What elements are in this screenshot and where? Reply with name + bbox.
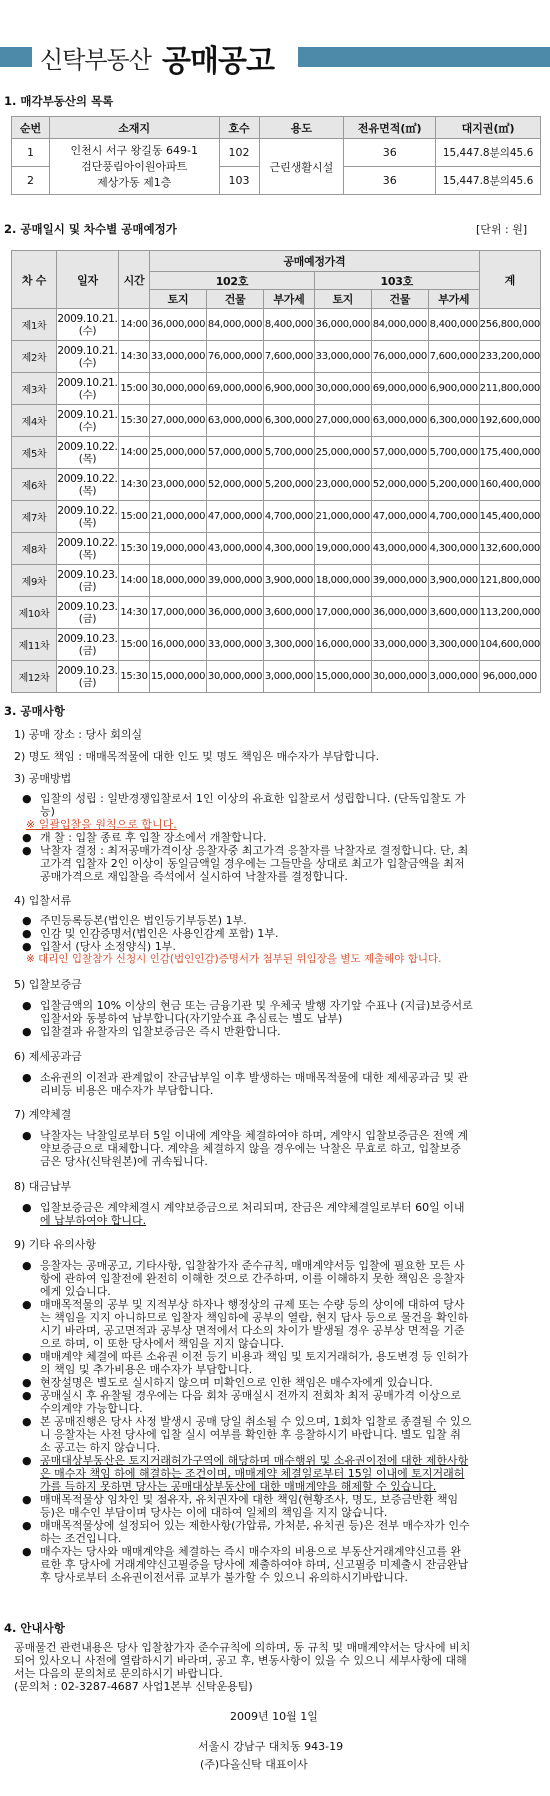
schedule-row — [12, 309, 541, 341]
cell-bldg-103: 63,000,000 — [371, 405, 428, 437]
cell-bldg-103: 33,000,000 — [371, 629, 428, 661]
cell-vat-102: 3,900,000 — [264, 565, 315, 597]
s9-line: 가를 득하지 못하면 당사는 공매대상부동산에 대한 매매계약을 해제할 수 있습니다. — [40, 1480, 437, 1493]
cell-round: 제2차 — [12, 341, 57, 373]
bullet: ● — [22, 940, 32, 953]
cell-date — [57, 565, 119, 597]
bullet: ● — [22, 914, 32, 927]
s5-title: 5) 입찰보증금 — [14, 978, 82, 991]
cell-round: 제10차 — [12, 597, 57, 629]
col-price: 공매예정가격 — [150, 251, 480, 272]
cell-time: 15:30 — [119, 661, 150, 693]
cell-vat-103: 8,400,000 — [428, 309, 479, 341]
col-vat-102: 부가세 — [264, 290, 315, 309]
cell-total: 256,800,000 — [479, 309, 540, 341]
schedule-row — [12, 629, 541, 661]
s6-a2: 리비등 비용은 매수자가 부담합니다. — [40, 1084, 214, 1097]
cell-land-103: 30,000,000 — [314, 373, 371, 405]
s4-c: 입찰서 (당사 소정양식) 1부. — [40, 940, 176, 953]
bullet: ● — [22, 1350, 32, 1363]
cell-date — [57, 405, 119, 437]
date-text: 2009.10.21. — [57, 312, 118, 325]
cell-vat-103: 3,000,000 — [428, 661, 479, 693]
cell-vat-103: 5,200,000 — [428, 469, 479, 501]
s3-place: 1) 공매 장소 : 당사 회의실 — [14, 728, 143, 741]
cell-land-103: 25,000,000 — [314, 437, 371, 469]
cell-vat-103: 4,300,000 — [428, 533, 479, 565]
cell-time: 14:30 — [119, 469, 150, 501]
bullet: ● — [22, 792, 32, 805]
cell-time: 15:30 — [119, 405, 150, 437]
addr-cell — [49, 139, 219, 195]
section2-title: 2. 공매일시 및 차수별 공매예정가 — [4, 222, 177, 236]
col-date: 일자 — [57, 251, 119, 309]
date-text: 2009.10.22. — [57, 472, 118, 485]
s9-title: 9) 기타 유의사항 — [14, 1238, 97, 1251]
cell-bldg-102: 33,000,000 — [207, 629, 264, 661]
unit-label: [단위 : 원] — [476, 223, 528, 236]
cell-land-103: 33,000,000 — [314, 341, 371, 373]
footer-company: (주)다올신탁 대표이사 — [200, 1758, 308, 1771]
s9-line: 후 당사로부터 소유권이전서류 교부가 불가할 수 있으니 유의하시기바랍니다. — [40, 1571, 409, 1584]
cell-time: 14:30 — [119, 597, 150, 629]
bullet: ● — [22, 1201, 32, 1214]
s3-handover: 2) 명도 책임 : 매매목적물에 대한 인도 및 명도 책임은 매수자가 부담합니다. — [14, 750, 380, 763]
cell-bldg-102: 43,000,000 — [207, 533, 264, 565]
cell-bldg-103: 69,000,000 — [371, 373, 428, 405]
schedule-row — [12, 405, 541, 437]
cell-date — [57, 469, 119, 501]
cell-bldg-103: 76,000,000 — [371, 341, 428, 373]
cell-date — [57, 597, 119, 629]
row1-no: 1 — [12, 139, 50, 167]
s9-line: 공매실시 후 유찰될 경우에는 다음 회차 공매실시 전까지 전회차 최저 공매가격 이상으로 — [40, 1389, 461, 1402]
col-no: 순번 — [12, 117, 50, 139]
cell-vat-102: 7,600,000 — [264, 341, 315, 373]
schedule-row — [12, 565, 541, 597]
s4-red-note: ※ 대리인 입찰참가 신청시 인감(법인인감)증명서가 첨부된 위임장을 별도 제출해야 합니다. — [26, 953, 442, 965]
cell-vat-103: 7,600,000 — [428, 341, 479, 373]
cell-total: 113,200,000 — [479, 597, 540, 629]
col-102: 102호 — [150, 271, 315, 290]
bullet: ● — [22, 1493, 32, 1506]
s9-line: 응찰자는 공매공고, 기타사항, 입찰참가자 준수규칙, 매매계약서등 입찰에 필요한 모든 사 — [40, 1259, 465, 1272]
s9-line: 매매계약 체결에 따른 소유권 이전 등기 비용과 책임 및 토지거래허가, 용도변경 등 인허가 — [40, 1350, 468, 1363]
addr-line1: 인천시 서구 왕길동 649-1 — [70, 143, 198, 157]
cell-land-103: 21,000,000 — [314, 501, 371, 533]
cell-land-102: 30,000,000 — [150, 373, 207, 405]
cell-time: 15:00 — [119, 373, 150, 405]
col-bldg-103: 건물 — [371, 290, 428, 309]
date-text: 2009.10.21. — [57, 408, 118, 421]
cell-total: 211,800,000 — [479, 373, 540, 405]
col-land: 대지권(㎡) — [436, 117, 541, 139]
cell-vat-103: 3,600,000 — [428, 597, 479, 629]
date-text: 2009.10.21. — [57, 344, 118, 357]
cell-bldg-103: 47,000,000 — [371, 501, 428, 533]
s9-line: 의 책임 및 추가비용은 매수자가 부담합니다. — [40, 1363, 253, 1376]
col-addr: 소재지 — [49, 117, 219, 139]
s3-c3: 공매가격으로 재입찰을 즉석에서 실시하여 낙찰자를 결정합니다. — [40, 870, 348, 883]
banner-bar-left — [0, 47, 32, 67]
footer-date: 2009년 10월 1일 — [230, 1710, 318, 1723]
col-unit: 호수 — [219, 117, 259, 139]
s9-line: 하는 조건입니다. — [40, 1532, 122, 1545]
cell-round: 제3차 — [12, 373, 57, 405]
row2-area: 36 — [344, 167, 436, 195]
cell-bldg-103: 52,000,000 — [371, 469, 428, 501]
cell-date — [57, 501, 119, 533]
cell-land-102: 15,000,000 — [150, 661, 207, 693]
cell-time: 14:00 — [119, 565, 150, 597]
cell-bldg-102: 52,000,000 — [207, 469, 264, 501]
col-land-102: 토지 — [150, 290, 207, 309]
cell-round: 제9차 — [12, 565, 57, 597]
s4-l1: 공매물건 관련내용은 당사 입찰참가자 준수규칙에 의하며, 동 규칙 및 매매계약서는 당사에 비치 — [14, 1641, 471, 1654]
cell-land-103: 27,000,000 — [314, 405, 371, 437]
date-text: 2009.10.21. — [57, 376, 118, 389]
cell-time: 15:00 — [119, 629, 150, 661]
cell-vat-102: 4,300,000 — [264, 533, 315, 565]
bullet: ● — [22, 831, 32, 844]
cell-total: 192,600,000 — [479, 405, 540, 437]
s9-line: 소 공고는 하지 않습니다. — [40, 1441, 161, 1454]
cell-vat-103: 3,300,000 — [428, 629, 479, 661]
cell-round: 제4차 — [12, 405, 57, 437]
cell-time: 15:00 — [119, 501, 150, 533]
cell-vat-102: 3,000,000 — [264, 661, 315, 693]
row2-no: 2 — [12, 167, 50, 195]
cell-total: 104,600,000 — [479, 629, 540, 661]
s4-l2: 되어 있사오니 사전에 열람하시기 바라며, 공고 후, 변동사항이 있을 수 있으니 세부사항에 대해 — [14, 1654, 467, 1667]
s9-line: 니 응찰자는 사전 당사에 입찰 실시 여부를 확인한 후 응찰하시기 바랍니다. 별도 입찰 취 — [40, 1428, 461, 1441]
cell-bldg-103: 30,000,000 — [371, 661, 428, 693]
cell-round: 제8차 — [12, 533, 57, 565]
section4-title: 4. 안내사항 — [4, 1621, 65, 1635]
cell-total: 132,600,000 — [479, 533, 540, 565]
cell-bldg-103: 36,000,000 — [371, 597, 428, 629]
schedule-row — [12, 437, 541, 469]
cell-round: 제1차 — [12, 309, 57, 341]
s9-line: 료한 후 당사에 거래계약신고필증을 당사에 제출하여야 하며, 신고필증 미제출시 잔금완납 — [40, 1558, 469, 1571]
bullet: ● — [22, 1519, 32, 1532]
schedule-row — [12, 533, 541, 565]
date-text: 2009.10.23. — [57, 664, 118, 677]
property-list-table — [11, 116, 541, 195]
weekday-text: (목) — [78, 548, 97, 561]
bullet: ● — [22, 1545, 32, 1558]
cell-land-102: 36,000,000 — [150, 309, 207, 341]
cell-land-103: 19,000,000 — [314, 533, 371, 565]
bullet: ● — [22, 1071, 32, 1084]
date-text: 2009.10.23. — [57, 568, 118, 581]
s3-c2: 고가격 입찰자 2인 이상이 동일금액일 경우에는 그들만을 상대로 최고가 입찰금액을 최저 — [40, 857, 465, 870]
cell-bldg-102: 47,000,000 — [207, 501, 264, 533]
row1-area: 36 — [344, 139, 436, 167]
s3-b: 개 찰 : 입찰 종료 후 입찰 장소에서 개찰합니다. — [40, 831, 267, 844]
cell-date — [57, 661, 119, 693]
s9-line: 으로 하며, 이 또한 당사에서 책임을 지지 않습니다. — [40, 1337, 284, 1350]
cell-bldg-102: 63,000,000 — [207, 405, 264, 437]
s9-line: 매매목적물상 임차인 및 점유자, 유치권자에 대한 책임(현황조사, 명도, 보증금반환 책임 — [40, 1493, 459, 1506]
cell-land-102: 16,000,000 — [150, 629, 207, 661]
s8-title: 8) 대금납부 — [14, 1180, 72, 1193]
weekday-text: (목) — [78, 452, 97, 465]
cell-bldg-102: 76,000,000 — [207, 341, 264, 373]
cell-total: 175,400,000 — [479, 437, 540, 469]
cell-total: 145,400,000 — [479, 501, 540, 533]
date-text: 2009.10.22. — [57, 536, 118, 549]
banner-bar-right — [298, 47, 550, 67]
cell-round: 제11차 — [12, 629, 57, 661]
cell-total: 96,000,000 — [479, 661, 540, 693]
bullet: ● — [22, 844, 32, 857]
schedule-row — [12, 373, 541, 405]
s4-l3: 서는 다음의 문의처로 문의하시기 바랍니다. — [14, 1667, 223, 1680]
s8-a1: 입찰보증금은 계약체결시 계약보증금으로 처리되며, 잔금은 계약체결일로부터 60일 이내 — [40, 1201, 465, 1214]
schedule-row — [12, 341, 541, 373]
weekday-text: (수) — [78, 420, 97, 433]
cell-land-102: 17,000,000 — [150, 597, 207, 629]
s6-a1: 소유권의 이전과 관계없이 잔금납부일 이후 발생하는 매매목적물에 대한 제세공과금 및 관 — [40, 1071, 469, 1084]
cell-round: 제7차 — [12, 501, 57, 533]
cell-land-103: 17,000,000 — [314, 597, 371, 629]
cell-land-102: 21,000,000 — [150, 501, 207, 533]
cell-land-102: 23,000,000 — [150, 469, 207, 501]
s4-b: 인감 및 인감증명서(법인은 사용인감계 포함) 1부. — [40, 927, 279, 940]
title-light: 신탁부동산 — [40, 46, 151, 74]
cell-date — [57, 309, 119, 341]
schedule-body — [12, 309, 541, 693]
s4-title: 4) 입찰서류 — [14, 894, 72, 907]
s9-line: 은 매수자 책임 하에 해결하는 조건이며, 매매계약 체결일로부터 15일 이내에 토지거래허 — [40, 1467, 465, 1480]
s9-line: 공매대상부동산은 토지거래허가구역에 해당하며 매수행위 및 소유권이전에 대한 제한사항 — [40, 1454, 469, 1467]
weekday-text: (금) — [78, 676, 97, 689]
s7-a2: 약보증금으로 대체합니다. 계약을 체결하지 않을 경우에는 낙찰은 무효로 하고, 입찰보증 — [40, 1142, 461, 1155]
bullet: ● — [22, 927, 32, 940]
cell-total: 121,800,000 — [479, 565, 540, 597]
schedule-row — [12, 597, 541, 629]
s9-line: 에게 있습니다. — [40, 1285, 111, 1298]
cell-time: 15:30 — [119, 533, 150, 565]
cell-land-102: 25,000,000 — [150, 437, 207, 469]
s8-a2: 에 납부하여야 합니다. — [40, 1214, 147, 1227]
weekday-text: (수) — [78, 324, 97, 337]
section3-title: 3. 공매사항 — [4, 704, 65, 718]
bullet: ● — [22, 1389, 32, 1402]
cell-total: 160,400,000 — [479, 469, 540, 501]
col-total: 계 — [479, 251, 540, 309]
bullet: ● — [22, 1376, 32, 1389]
col-time: 시간 — [119, 251, 150, 309]
schedule-row — [12, 661, 541, 693]
addr-line2: 검단풍림아이원아파트 — [81, 159, 188, 173]
s9-line: 매수자는 당사와 매매계약을 체결하는 즉시 매수자의 비용으로 부동산거래계약신고를 완 — [40, 1545, 462, 1558]
cell-date — [57, 373, 119, 405]
cell-round: 제12차 — [12, 661, 57, 693]
cell-land-103: 18,000,000 — [314, 565, 371, 597]
cell-vat-103: 6,900,000 — [428, 373, 479, 405]
weekday-text: (금) — [78, 612, 97, 625]
use-cell: 근린생활시설 — [259, 139, 344, 195]
col-land-103: 토지 — [314, 290, 371, 309]
cell-bldg-102: 84,000,000 — [207, 309, 264, 341]
s3-red-note: ※ 일괄입찰을 원칙으로 합니다. — [26, 818, 177, 831]
cell-vat-102: 6,300,000 — [264, 405, 315, 437]
date-text: 2009.10.23. — [57, 600, 118, 613]
title-bold: 공매공고 — [162, 44, 274, 79]
s9-line: 는 책임을 지지 아니하므로 입찰자 책임하에 공부의 열람, 현지 답사 등으로 물건을 확인하 — [40, 1311, 468, 1324]
s3-method: 3) 공매방법 — [14, 772, 72, 785]
row1-land: 15,447.8분의45.6 — [436, 139, 541, 167]
s7-a3: 금은 당사(신탁원본)에 귀속됩니다. — [40, 1155, 208, 1168]
cell-date — [57, 437, 119, 469]
cell-land-103: 16,000,000 — [314, 629, 371, 661]
cell-bldg-102: 57,000,000 — [207, 437, 264, 469]
cell-vat-102: 6,900,000 — [264, 373, 315, 405]
cell-land-102: 27,000,000 — [150, 405, 207, 437]
cell-date — [57, 341, 119, 373]
cell-bldg-102: 36,000,000 — [207, 597, 264, 629]
addr-line3: 제상가동 제1층 — [97, 175, 172, 189]
weekday-text: (금) — [78, 644, 97, 657]
cell-time: 14:30 — [119, 341, 150, 373]
s9-line: 항에 관하여 입찰전에 완전히 이해한 것으로 간주하며, 이를 이해하지 못한 책임은 응찰자 — [40, 1272, 465, 1285]
cell-round: 제6차 — [12, 469, 57, 501]
s7-a1: 낙찰자는 낙찰일로부터 5일 이내에 계약을 체결하여야 하며, 계약시 입찰보증금은 전액 계 — [40, 1129, 468, 1142]
col-vat-103: 부가세 — [428, 290, 479, 309]
bullet: ● — [22, 999, 32, 1012]
cell-bldg-102: 30,000,000 — [207, 661, 264, 693]
col-use: 용도 — [259, 117, 344, 139]
cell-bldg-102: 69,000,000 — [207, 373, 264, 405]
cell-time: 14:00 — [119, 309, 150, 341]
s9-line: 매매목적물상에 설정되어 있는 제한사항(가압류, 가처분, 유치권 등)은 전부 매수자가 인수 — [40, 1519, 470, 1532]
s9-line: 현장설명은 별도로 실시하지 않으며 미확인으로 인한 책임은 매수자에게 있습니다. — [40, 1376, 433, 1389]
bullet: ● — [22, 1025, 32, 1038]
cell-vat-103: 5,700,000 — [428, 437, 479, 469]
section1-title: 1. 매각부동산의 목록 — [4, 94, 114, 108]
bullet: ● — [22, 1298, 32, 1311]
s4-l4: (문의처 : 02-3287-4687 사업1본부 신탁운용팀) — [14, 1680, 253, 1693]
date-text: 2009.10.23. — [57, 632, 118, 645]
s3-a1: 입찰의 성립 : 일반경쟁입찰로서 1인 이상의 유효한 입찰로서 성립합니다. (단독입찰도 가 — [40, 792, 466, 805]
cell-date — [57, 629, 119, 661]
bullet: ● — [22, 1129, 32, 1142]
s5-a2: 입찰서와 동봉하여 납부합니다(자기앞수표 추심료는 별도 납부) — [40, 1012, 343, 1025]
weekday-text: (목) — [78, 484, 97, 497]
footer-addr: 서울시 강남구 대치동 943-19 — [198, 1740, 344, 1753]
s9-line: 본 공매진행은 당사 사정 발생시 공매 당일 취소될 수 있으며, 1회차 입찰로 종결될 수 있으 — [40, 1415, 472, 1428]
s3-a2: 능) — [40, 805, 55, 818]
cell-date — [57, 533, 119, 565]
schedule-row — [12, 469, 541, 501]
schedule-row — [12, 501, 541, 533]
weekday-text: (수) — [78, 356, 97, 369]
row2-unit: 103 — [219, 167, 259, 195]
col-103: 103호 — [314, 271, 479, 290]
s5-a1: 입찰금액의 10% 이상의 현금 또는 금융기관 및 우체국 발행 자기앞 수표나 (지급)보증서로 — [40, 999, 473, 1012]
cell-land-102: 18,000,000 — [150, 565, 207, 597]
cell-total: 233,200,000 — [479, 341, 540, 373]
weekday-text: (목) — [78, 516, 97, 529]
cell-land-102: 33,000,000 — [150, 341, 207, 373]
cell-vat-102: 4,700,000 — [264, 501, 315, 533]
cell-land-103: 23,000,000 — [314, 469, 371, 501]
s4-a: 주민등록등본(법인은 법인등기부등본) 1부. — [40, 914, 247, 927]
date-text: 2009.10.22. — [57, 504, 118, 517]
col-round: 차 수 — [12, 251, 57, 309]
cell-time: 14:00 — [119, 437, 150, 469]
s9-line: 수의계약 가능합니다. — [40, 1402, 143, 1415]
schedule-table — [11, 250, 541, 693]
cell-bldg-103: 43,000,000 — [371, 533, 428, 565]
bullet: ● — [22, 1454, 32, 1467]
cell-round: 제5차 — [12, 437, 57, 469]
cell-bldg-103: 57,000,000 — [371, 437, 428, 469]
s7-title: 7) 계약체결 — [14, 1108, 72, 1121]
cell-vat-103: 3,900,000 — [428, 565, 479, 597]
cell-vat-102: 5,200,000 — [264, 469, 315, 501]
bullet: ● — [22, 1415, 32, 1428]
cell-vat-103: 4,700,000 — [428, 501, 479, 533]
cell-bldg-103: 84,000,000 — [371, 309, 428, 341]
s6-title: 6) 제세공과금 — [14, 1050, 82, 1063]
weekday-text: (금) — [78, 580, 97, 593]
cell-vat-102: 8,400,000 — [264, 309, 315, 341]
s9-line: 등)은 매수인 부담이며 당사는 이에 대하여 일체의 책임을 지지 않습니다. — [40, 1506, 388, 1519]
bullet: ● — [22, 1259, 32, 1272]
s9-line: 매매목적물의 공부 및 지적부상 하자나 행정상의 규제 또는 수량 등의 상이에 대하여 당사 — [40, 1298, 465, 1311]
row2-land: 15,447.8분의45.6 — [436, 167, 541, 195]
col-area: 전유면적(㎡) — [344, 117, 436, 139]
cell-bldg-103: 39,000,000 — [371, 565, 428, 597]
cell-land-102: 19,000,000 — [150, 533, 207, 565]
col-bldg-102: 건물 — [207, 290, 264, 309]
s5-b: 입찰결과 유찰자의 입찰보증금은 즉시 반환합니다. — [40, 1025, 281, 1038]
s9-line: 시기 바라며, 공고면적과 공부상 면적에서 다소의 차이가 발생될 경우 공부상 면적을 기준 — [40, 1324, 465, 1337]
cell-vat-102: 3,600,000 — [264, 597, 315, 629]
cell-vat-103: 6,300,000 — [428, 405, 479, 437]
cell-land-103: 15,000,000 — [314, 661, 371, 693]
weekday-text: (수) — [78, 388, 97, 401]
cell-vat-102: 3,300,000 — [264, 629, 315, 661]
cell-bldg-102: 39,000,000 — [207, 565, 264, 597]
title-banner — [0, 40, 550, 79]
cell-vat-102: 5,700,000 — [264, 437, 315, 469]
row1-unit: 102 — [219, 139, 259, 167]
date-text: 2009.10.22. — [57, 440, 118, 453]
s3-c1: 낙찰자 결정 : 최저공매가격이상 응찰자중 최고가격 응찰자를 낙찰자로 결정합니다. 단, 최 — [40, 844, 469, 857]
cell-land-103: 36,000,000 — [314, 309, 371, 341]
